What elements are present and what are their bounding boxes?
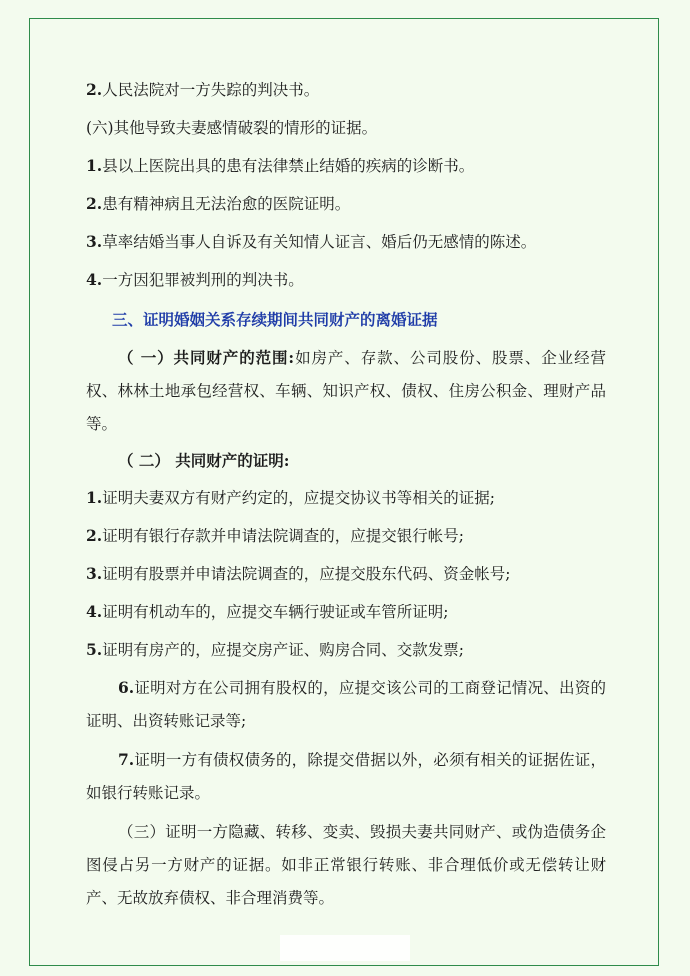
section-title: 三、证明婚姻关系存续期间共同财产的离婚证据 — [112, 310, 438, 329]
list-item: 4.证明有机动车的，应提交车辆行驶证或车管所证明; — [86, 602, 449, 621]
scope-text: 如房产、存款、公司股份、股票、企业经营权、林林土地承包经营权、车辆、知识产权、债权、住房公积金、理财产品等。 — [86, 349, 606, 433]
blurred-footer — [280, 935, 410, 961]
scope-paragraph — [86, 341, 606, 441]
list-item: 5.证明有房产的，应提交房产证、购房合同、交款发票; — [86, 640, 464, 659]
list-item: 1.证明夫妻双方有财产约定的，应提交协议书等相关的证据; — [86, 488, 495, 507]
list-item: 7.证明一方有债权债务的，除提交借据以外，必须有相关的证据佐证，如银行转账记录。 — [86, 750, 606, 802]
list-item: 3.证明有股票并申请法院调查的，应提交股东代码、资金帐号; — [86, 564, 511, 583]
document-body — [86, 80, 606, 920]
list-item: 3.草率结婚当事人自诉及有关知情人证言、婚后仍无感情的陈述。 — [86, 232, 537, 251]
list-item: 2.患有精神病且无法治愈的医院证明。 — [86, 194, 351, 213]
list-item: 4.一方因犯罪被判刑的判决书。 — [86, 270, 304, 289]
scope-label: （ 一）共同财产的范围: — [118, 348, 295, 367]
list-item: 2.人民法院对一方失踪的判决书。 — [86, 80, 320, 99]
list-item: 6.证明对方在公司拥有股权的，应提交该公司的工商登记情况、出资的证明、出资转账记录等; — [86, 678, 606, 730]
list-item: 2.证明有银行存款并申请法院调查的，应提交银行帐号; — [86, 526, 464, 545]
proof-heading: （ 二） 共同财产的证明: — [118, 451, 290, 470]
list-item: (六)其他导致夫妻感情破裂的情形的证据。 — [86, 119, 378, 137]
list-item: 1.县以上医院出具的患有法律禁止结婚的疾病的诊断书。 — [86, 156, 475, 175]
third-paragraph: （三）证明一方隐藏、转移、变卖、毁损夫妻共同财产、或伪造债务企图侵占另一方财产的证据。如非正常银行转账、非合理低价或无偿转让财产、无故放弃债权、非合理消费等。 — [86, 823, 606, 907]
